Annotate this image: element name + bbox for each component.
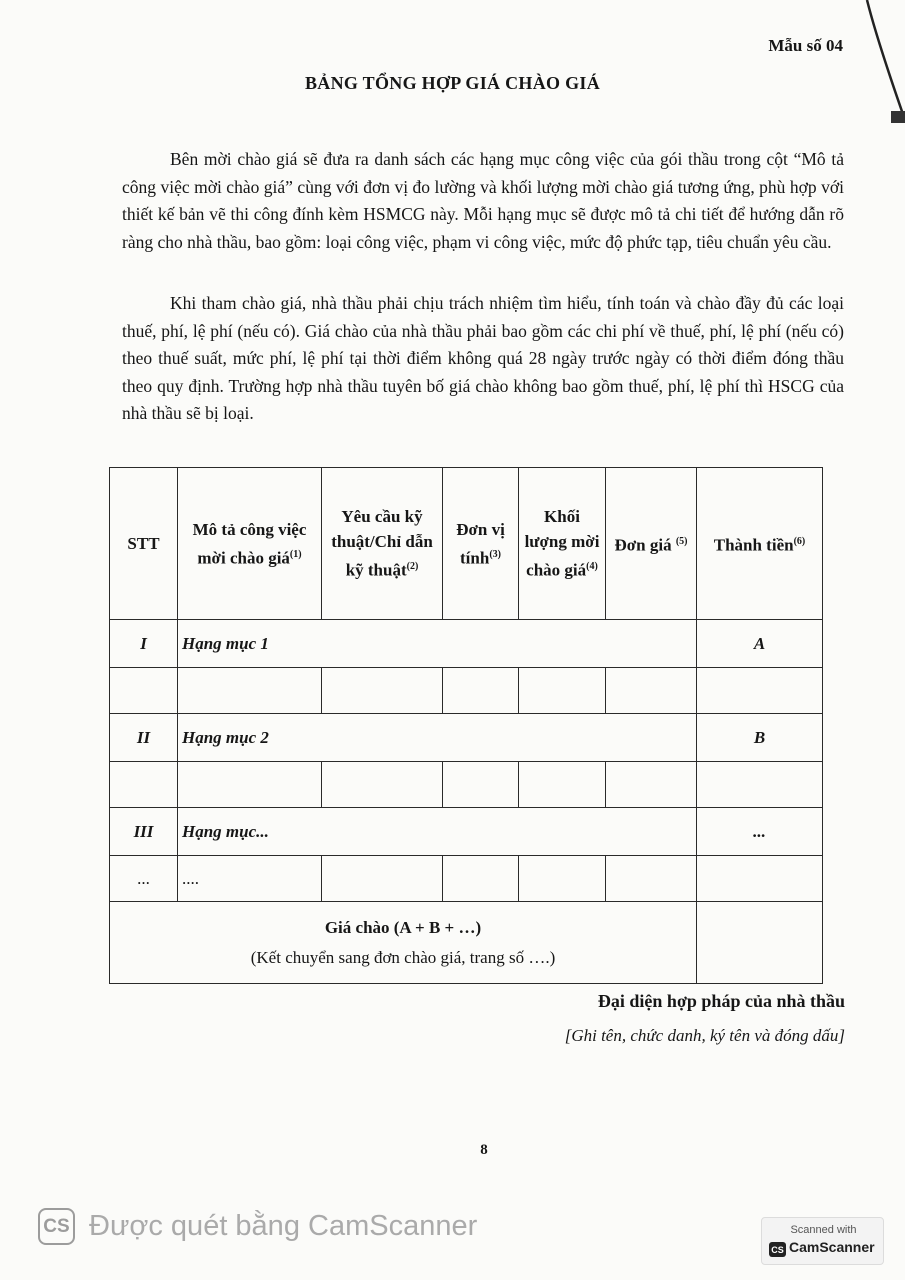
form-number: Mẫu số 04 bbox=[768, 36, 843, 55]
intro-paragraph-2: Khi tham chào giá, nhà thầu phải chịu trách nhiệm tìm hiểu, tính toán và chào đầy đủ các loại thuế, phí, lệ phí (nếu có). Giá chào của nhà thầu phải bao gồm các chi phí về thuế, phí, lệ phí (nếu có) theo thuế suất, mức phí, lệ phí tại thời điểm không quá 28 ngày trước ngày có thời điểm đóng thầu theo quy định. Trường hợp nhà thầu tuyên bố giá chào không bao gồm thuế, phí, lệ phí thì HSCG của nhà thầu sẽ bị loại. bbox=[122, 293, 844, 423]
camscanner-watermark bbox=[38, 1208, 477, 1245]
group-name: Hạng mục 2 bbox=[178, 714, 697, 762]
table-row-group-3 bbox=[110, 808, 823, 856]
document-title: BẢNG TỔNG HỢP GIÁ CHÀO GIÁ bbox=[305, 73, 600, 93]
header-stt: STT bbox=[110, 468, 178, 620]
scanned-with-badge bbox=[761, 1217, 884, 1265]
group-stt: I bbox=[110, 620, 178, 668]
group-total: A bbox=[697, 620, 823, 668]
group-name: Hạng mục 1 bbox=[178, 620, 697, 668]
page-number: 8 bbox=[480, 1142, 488, 1158]
table-row-group-2 bbox=[110, 714, 823, 762]
group-total: ... bbox=[697, 808, 823, 856]
header-amount: Thành tiền$^{(6)}$ bbox=[697, 468, 823, 620]
group-stt: III bbox=[110, 808, 178, 856]
summary-cell bbox=[110, 902, 697, 984]
group-total: B bbox=[697, 714, 823, 762]
table-row-empty bbox=[110, 762, 823, 808]
group-name: Hạng mục... bbox=[178, 808, 697, 856]
header-description: Mô tả công việc mời chào giá$^{(1)}$ bbox=[178, 468, 322, 620]
table-header-row bbox=[110, 468, 823, 620]
header-quantity: Khối lượng mời chào giá$^{(4)}$ bbox=[519, 468, 606, 620]
badge-brand: CamScanner bbox=[789, 1239, 875, 1255]
header-technical-requirements: Yêu cầu kỹ thuật/Chỉ dẫn kỹ thuật$^{(2)}$ bbox=[322, 468, 443, 620]
badge-caption: Scanned with bbox=[790, 1224, 857, 1236]
price-summary-table bbox=[109, 467, 823, 984]
table-row-summary bbox=[110, 902, 823, 984]
table-row-extra bbox=[110, 856, 823, 902]
summary-amount bbox=[697, 902, 823, 984]
table-row-empty bbox=[110, 668, 823, 714]
group-stt: II bbox=[110, 714, 178, 762]
page-edge-tab bbox=[891, 111, 905, 123]
intro-paragraph-1: Bên mời chào giá sẽ đưa ra danh sách các hạng mục công việc của gói thầu trong cột “Mô tả công việc mời chào giá” cùng với đơn vị đo lường và khối lượng mời chào giá tương ứng, phù hợp với thiết kế bản vẽ thi công đính kèm HSMCG này. Mỗi hạng mục sẽ được mô tả chi tiết để hướng dẫn rõ ràng cho nhà thầu, bao gồm: loại công việc, phạm vi công việc, mức độ phức tạp, tiêu chuẩn yêu cầu. bbox=[122, 149, 844, 252]
signature-note: [Ghi tên, chức danh, ký tên và đóng dấu] bbox=[564, 1026, 845, 1045]
camscanner-badge-icon: CS bbox=[769, 1242, 786, 1257]
extra-stt: ... bbox=[110, 856, 178, 902]
extra-description: .... bbox=[178, 856, 322, 902]
signature-title: Đại diện hợp pháp của nhà thầu bbox=[597, 991, 845, 1011]
header-unit: Đơn vị tính$^{(3)}$ bbox=[443, 468, 519, 620]
page-edge-shadow bbox=[805, 0, 905, 130]
camscanner-logo-icon: CS bbox=[38, 1208, 75, 1245]
header-unit-price: Đơn giá $^{(5)}$ bbox=[606, 468, 697, 620]
summary-note: (Kết chuyển sang đơn chào giá, trang số ….) bbox=[250, 947, 556, 967]
watermark-text: Được quét bằng CamScanner bbox=[89, 1210, 478, 1242]
summary-label: Giá chào (A + B + …) bbox=[324, 917, 482, 937]
table-row-group-1 bbox=[110, 620, 823, 668]
